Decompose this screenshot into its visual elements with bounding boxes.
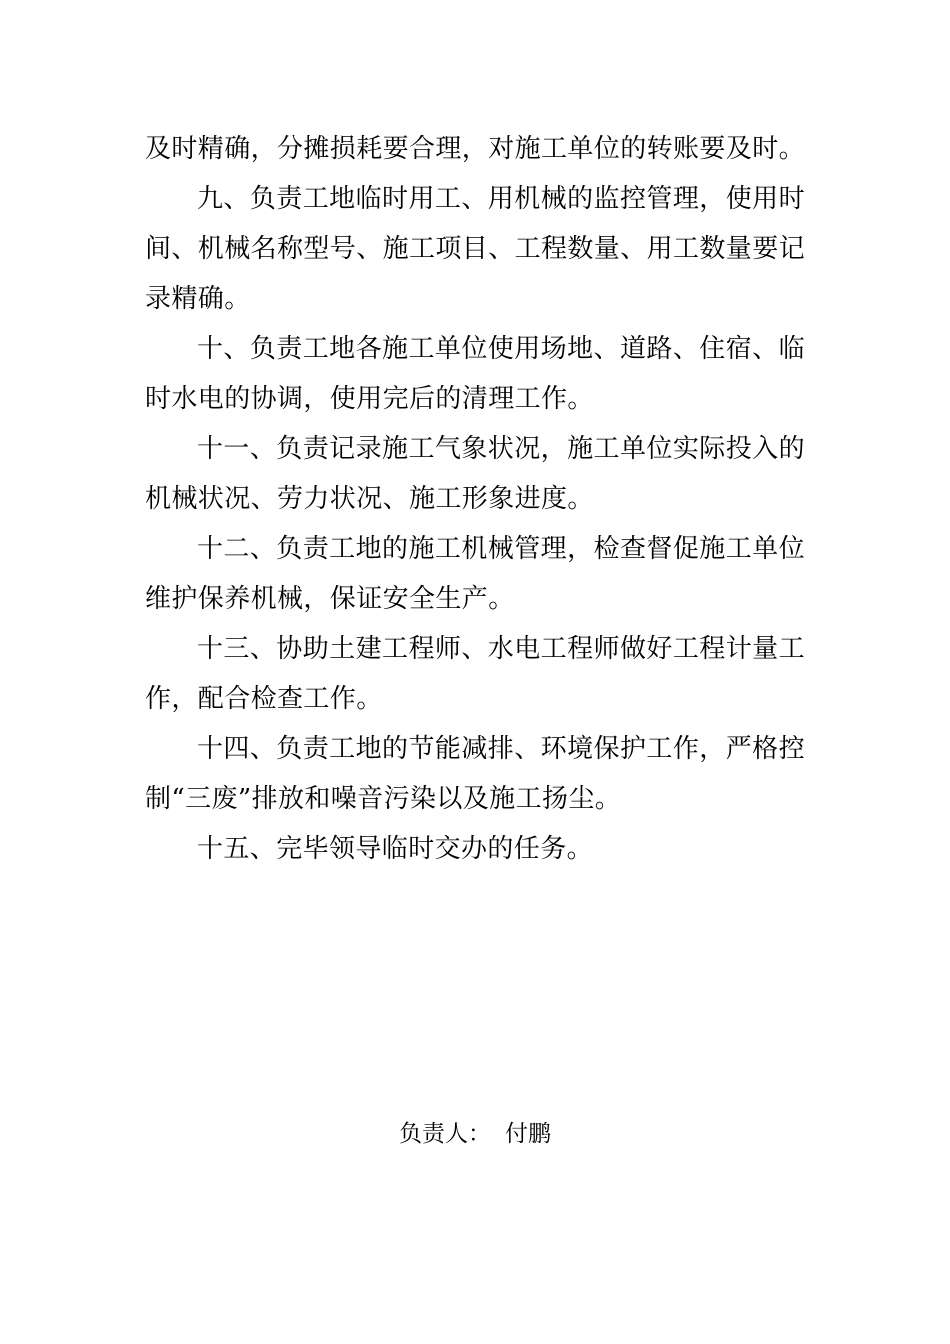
- paragraph-item-15: 十五、完毕领导临时交办的任务。: [197, 834, 594, 864]
- paragraph-item-9: 九、负责工地临时用工、用机械的监控管理，使用时间、机械名称型号、施工项目、工程数量、用工数量要记录精确。: [145, 184, 806, 314]
- paragraph-item-11: 十一、负责记录施工气象状况，施工单位实际投入的机械状况、劳力状况、施工形象进度。: [145, 434, 805, 514]
- signature-label: 负责人：: [399, 1121, 491, 1147]
- paragraph-item-13: 十三、协助土建工程师、水电工程师做好工程计量工作，配合检查工作。: [145, 634, 805, 714]
- paragraph-continuation: 及时精确，分摊损耗要合理，对施工单位的转账要及时。: [145, 134, 806, 164]
- paragraph-item-10: 十、负责工地各施工单位使用场地、道路、住宿、临时水电的协调，使用完后的清理工作。: [145, 334, 805, 414]
- paragraph-item-14: 十四、负责工地的节能减排、环境保护工作，严格控制“三废”排放和噪音污染以及施工扬尘。: [145, 734, 805, 814]
- paragraph-item-12: 十二、负责工地的施工机械管理，检查督促施工单位维护保养机械，保证安全生产。: [145, 534, 805, 614]
- signature-name: 付鹏: [505, 1121, 551, 1147]
- signature-line: [0, 1118, 950, 1150]
- document-body: [145, 124, 805, 874]
